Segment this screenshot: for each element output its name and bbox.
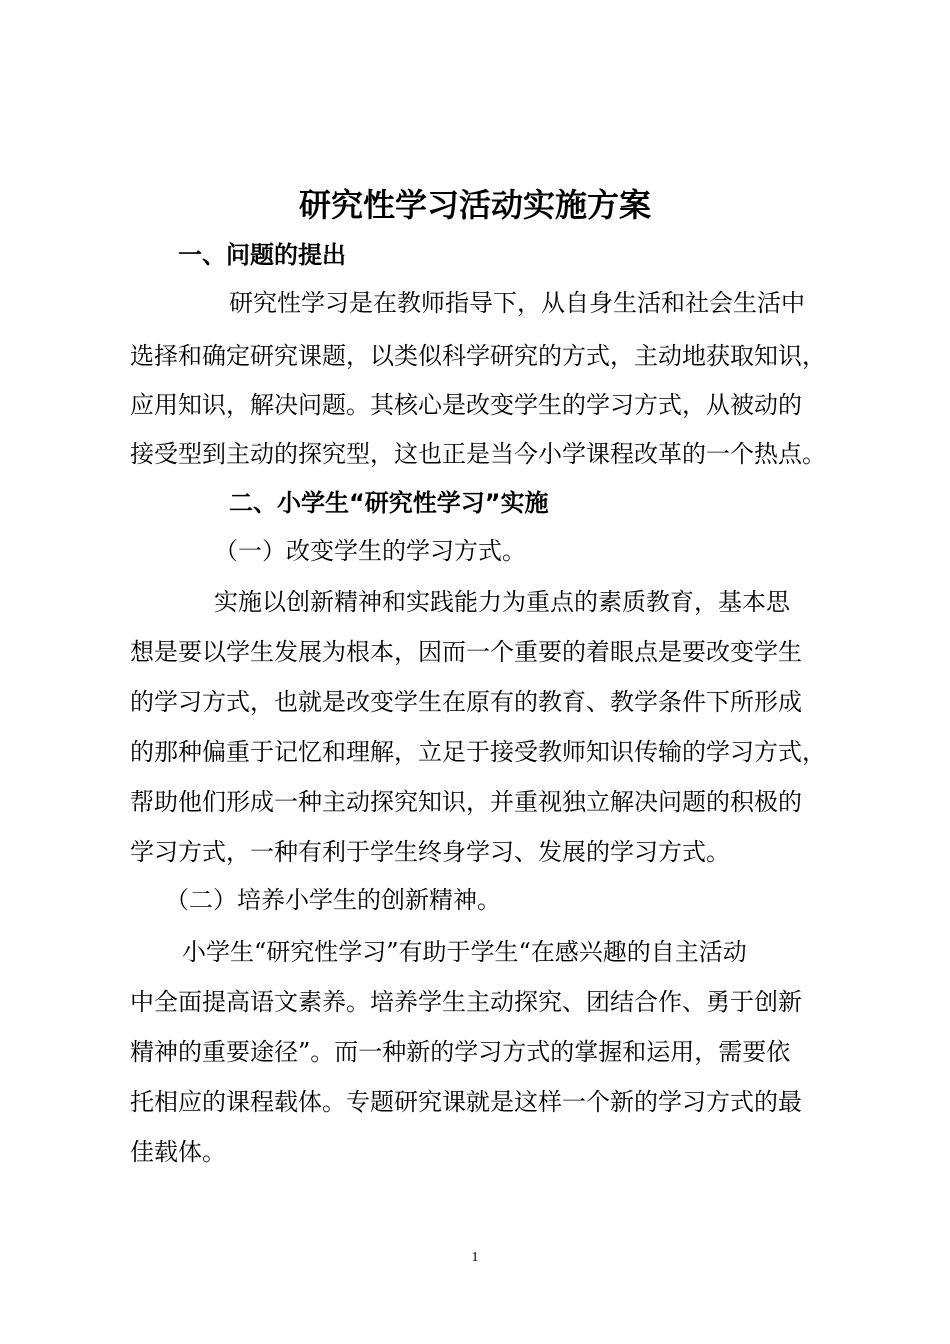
paragraph-line: 的那种偏重于记忆和理解，立足于接受教师知识传输的学习方式， <box>130 738 826 766</box>
paragraph-line: 帮助他们形成一种主动探究知识，并重视独立解决问题的积极的 <box>130 788 802 816</box>
paragraph-line: 学习方式，一种有利于学生终身学习、发展的学习方式。 <box>130 838 730 866</box>
page-number: 1 <box>471 1250 479 1265</box>
paragraph-line: 的学习方式，也就是改变学生在原有的教育、教学条件下所形成 <box>130 688 802 716</box>
paragraph-line: 想是要以学生发展为根本，因而一个重要的着眼点是要改变学生 <box>130 638 802 666</box>
paragraph-line: 应用知识，解决问题。其核心是改变学生的学习方式，从被动的 <box>130 391 802 419</box>
section-heading-problem: 一、问题的提出 <box>178 241 346 269</box>
subsection-heading-learning-method: （一）改变学生的学习方式。 <box>214 537 526 565</box>
paragraph-line: 小学生“研究性学习”有助于学生“在感兴趣的自主活动 <box>182 938 747 966</box>
section-heading-implementation: 二、小学生“研究性学习”实施 <box>229 489 549 517</box>
paragraph-line: 实施以创新精神和实践能力为重点的素质教育，基本思 <box>214 588 790 616</box>
paragraph-line: 选择和确定研究课题，以类似科学研究的方式，主动地获取知识， <box>130 342 826 370</box>
paragraph-line: 佳载体。 <box>130 1138 226 1166</box>
paragraph-line: 接受型到主动的探究型，这也正是当今小学课程改革的一个热点。 <box>130 440 826 468</box>
document-title: 研究性学习活动实施方案 <box>298 186 651 224</box>
paragraph-line <box>229 287 827 319</box>
paragraph-line: 精神的重要途径”。而一种新的学习方式的掌握和运用，需要依 <box>130 1038 791 1066</box>
paragraph-text: 研究性学习是在教师指导下，从自身生活和社会生活中 <box>229 289 805 317</box>
paragraph-line: 中全面提高语文素养。培养学生主动探究、团结合作、勇于创新 <box>130 988 802 1016</box>
paragraph-line: 托相应的课程载体。专题研究课就是这样一个新的学习方式的最 <box>130 1088 802 1116</box>
subsection-heading-innovation: （二）培养小学生的创新精神。 <box>165 886 501 914</box>
